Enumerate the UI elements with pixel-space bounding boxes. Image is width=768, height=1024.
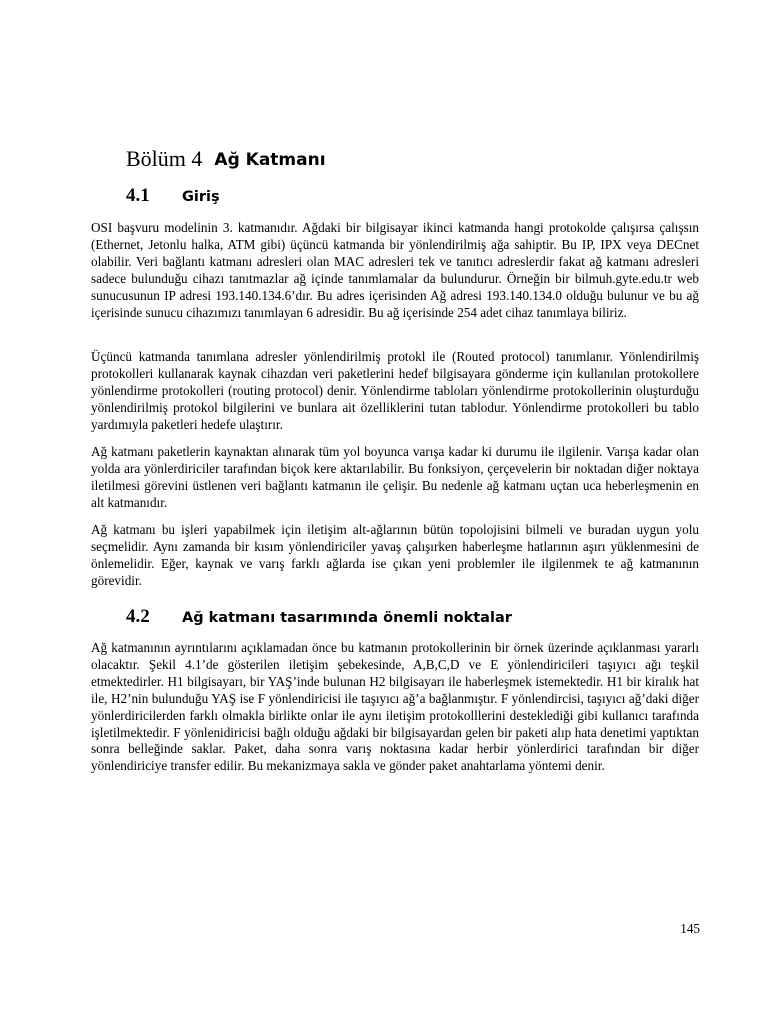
chapter-number: Bölüm 4	[126, 146, 203, 171]
section-number: 4.2	[126, 606, 150, 627]
paragraph-end-to-end: Ağ katmanı paketlerin kaynaktan alınarak tüm yol boyunca varışa kadar ki durumu ile ilgilenir. Varışa kadar olan yolda ara yönlerdiriciler tarafından biçok kere aktarılabilir. Bu fonksiyon, çerçevelerin bir noktadan diğer noktaya iletilmesi görevini üstlenen veri bağlantı katmanın ile çelişir. Bu nedenle ağ katmanı uçtan uca heberleşmenin en alt katmanıdır.	[91, 444, 699, 510]
section-number: 4.1	[126, 185, 150, 206]
paragraph-osi-intro: OSI başvuru modelinin 3. katmanıdır. Ağdaki bir bilgisayar ikinci katmanda hangi protokolde çalışırsa çalışsın (Ethernet, Jetonlu halka, ATM gibi) üçüncü katmanda bir yönlendirilmiş ağa sahiptir. Bu IP, IPX veya DECnet olabilir. Veri bağlantı katmanı adresleri olan MAC adresleri tek ve tanıtıcı adreslerdir fakat ağ katmanı adresleri sadece bulunduğu cihazı tanıtmazlar ağ içinde tanımlamalar da bulundurur. Örneğin bir bilmuh.gyte.edu.tr web sunucusunun IP adresi 193.140.134.6’dır. Bu adres içerisinden Ağ adresi 193.140.134.0 olduğu bulunur ve bu ağ içerisinde sunucu cihazımızı tanımlayan 6 adresidir. Bu ağ içerisinde 254 adet cihaz tanımlaya biliriz.	[91, 220, 699, 320]
chapter-heading	[126, 146, 326, 172]
page-number: 145	[680, 921, 700, 936]
paragraph-store-and-forward: Ağ katmanının ayrıntılarını açıklamadan önce bu katmanın protokollerinin bir örnek üzerinde açıklanması yararlı olacaktır. Şekil 4.1’de gösterilen iletişim şebekesinde, A,B,C,D ve E yönlendiricileri taşıyıcı ağı teşkil etmektedirler. H1 bilgisayarı, bir YAŞ’inde bulunan H2 bilgisayarı ile haberleşmek istemektedir. H1 bir kiralık hat ile, H2’nin bulunduğu YAŞ ise F yönlendiricisi ile taşıyıcı ağ’a bağlanmıştır. F yönlendircisi, taşıyıcı ağ’daki diğer yönlerdiricilerden farklı olmakla birlikte onlar ile aynı iletişim protokolllerini desteklediği gibi kullanıcı tarafında işletilmektedir. F yönlenidiricisi bağlı olduğu ağdaki bir bilgisayardan gelen bir paketi alıp hata denetimi yaptıktan sonra belleğinde saklar. Paket, daha sonra varış noktasına kadar herbir yönlerdirici tarafından bir diğer yönlendiriciye transfer edilir. Bu mekanizmaya sakla ve gönder paket anahtarlama yöntemi denir.	[91, 640, 699, 774]
section-heading-4-1	[126, 185, 220, 207]
section-heading-4-2	[126, 606, 512, 628]
paragraph-topology: Ağ katmanı bu işleri yapabilmek için iletişim alt-ağlarının bütün topolojisini bilmeli ve buradan uygun yolu seçmelidir. Aynı zamanda bir kısım yönlendiriciler yavaş çalışırken haberleşme hatlarının aşırı yüklenmesini de önlemelidir. Eğer, kaynak ve varış farklı ağlarda ise çıkan yeni problemler ile ilgilenmek te ağ katmanının görevidir.	[91, 522, 699, 588]
paragraph-routed-protocol: Üçüncü katmanda tanımlana adresler yönlendirilmiş protokl ile (Routed protocol) tanımlanır. Yönlendirilmiş protokolleri kullanarak kaynak cihazdan veri paketlerini hedef bilgisayara gönderme için kullanılan protokollere yönlendirme protokolleri (routing protocol) denir. Yönlendirme tabloları yönlendirme protokollerinin oluşturduğu yönlendirilmiş protokol bilgilerini ve bunlara ait özelliklerini tutan tablodur. Yönlendirme protokolleri bu tablo yardımıyla paketleri hedefe ulaştırır.	[91, 349, 699, 432]
section-title: Giriş	[182, 189, 220, 205]
chapter-title: Ağ Katmanı	[214, 150, 326, 170]
section-title: Ağ katmanı tasarımında önemli noktalar	[182, 610, 512, 626]
